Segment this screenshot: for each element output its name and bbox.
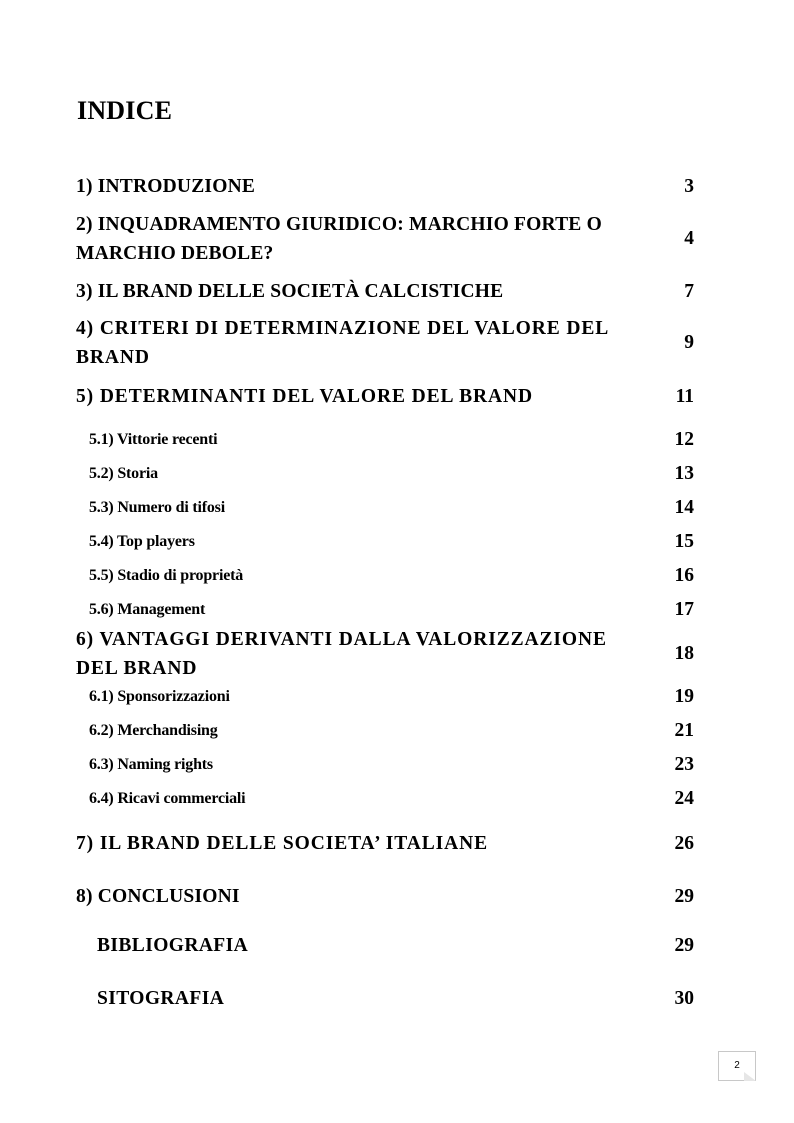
toc-entry[interactable] (76, 277, 694, 306)
page-fold-icon (744, 1072, 756, 1081)
toc-entry[interactable] (76, 829, 694, 858)
toc-entry[interactable] (76, 625, 694, 683)
toc-entry[interactable] (89, 531, 694, 553)
toc-entry-label: 4) CRITERI DI DETERMINAZIONE DEL VALORE DEL BRAND (76, 318, 609, 368)
toc-entry-page: 19 (674, 686, 694, 707)
toc-entry-page: 26 (674, 832, 694, 854)
toc-entry-label: 5) DETERMINANTI DEL VALORE DEL BRAND (76, 386, 533, 407)
toc-entry[interactable] (76, 882, 694, 911)
toc-entry[interactable] (89, 754, 694, 776)
page-number-box (718, 1051, 756, 1081)
toc-entry-page: 12 (674, 429, 694, 450)
toc-entry[interactable] (76, 210, 694, 268)
toc-entry-label: 5.6) Management (89, 601, 206, 618)
toc-entry[interactable] (89, 686, 694, 708)
toc-entry-page: 7 (684, 280, 694, 302)
page-number: 2 (734, 1060, 740, 1071)
toc-entry-page: 11 (675, 385, 694, 407)
toc-entry-label: 5.2) Storia (89, 465, 158, 482)
toc-entry-label: 6.1) Sponsorizzazioni (89, 688, 230, 705)
toc-entry[interactable] (76, 172, 694, 201)
toc-entry-label: 6.3) Naming rights (89, 756, 213, 773)
toc-entry-page: 17 (674, 599, 694, 620)
toc-entry-page: 29 (674, 935, 694, 956)
toc-entry-label: 3) IL BRAND DELLE SOCIETÀ CALCISTICHE (76, 281, 504, 302)
toc-entry[interactable] (76, 314, 694, 372)
toc-entry-page: 24 (674, 788, 694, 809)
toc-entry[interactable] (76, 382, 694, 411)
toc-entry[interactable] (89, 429, 694, 451)
toc-entry-label: 6) VANTAGGI DERIVANTI DALLA VALORIZZAZIONE DEL BRAND (76, 629, 607, 679)
toc-entry-page: 9 (684, 332, 694, 353)
toc-entry-page: 16 (674, 565, 694, 586)
toc-entry-page: 30 (674, 988, 694, 1009)
toc-entry-label: 5.5) Stadio di proprietà (89, 567, 244, 584)
toc-entry-label: 5.4) Top players (89, 533, 195, 550)
toc-entry-label: 8) CONCLUSIONI (76, 886, 240, 907)
toc-entry-label: 6.2) Merchandising (89, 722, 218, 739)
toc-entry-label: 2) INQUADRAMENTO GIURIDICO: MARCHIO FORTE O MARCHIO DEBOLE? (76, 214, 602, 264)
toc-entry-label: 1) INTRODUZIONE (76, 176, 256, 197)
toc-entry-page: 14 (674, 497, 694, 518)
toc-title: INDICE (77, 96, 173, 125)
toc-entry[interactable] (97, 935, 694, 957)
toc-entry[interactable] (89, 463, 694, 485)
toc-entry-page: 29 (674, 885, 694, 907)
toc-entry[interactable] (89, 497, 694, 519)
toc-entry-page: 3 (684, 175, 694, 197)
toc-entry-label: 5.3) Numero di tifosi (89, 499, 225, 516)
toc-entry[interactable] (97, 988, 694, 1010)
toc-entry-page: 4 (684, 228, 694, 249)
toc-entry[interactable] (89, 599, 694, 621)
toc-entry-page: 23 (674, 754, 694, 775)
toc-entry-page: 15 (674, 531, 694, 552)
toc-entry-label: BIBLIOGRAFIA (97, 935, 249, 956)
toc-entry[interactable] (89, 565, 694, 587)
toc-entry-page: 21 (674, 720, 694, 741)
toc-entry-label: 6.4) Ricavi commerciali (89, 790, 246, 807)
toc-entry[interactable] (89, 788, 694, 810)
toc-entry-page: 18 (674, 643, 694, 664)
toc-entry-label: SITOGRAFIA (97, 988, 225, 1009)
toc-entry-label: 5.1) Vittorie recenti (89, 431, 218, 448)
toc-entry-page: 13 (674, 463, 694, 484)
toc-entry[interactable] (89, 720, 694, 742)
toc-entry-label: 7) IL BRAND DELLE SOCIETA’ ITALIANE (76, 833, 489, 854)
